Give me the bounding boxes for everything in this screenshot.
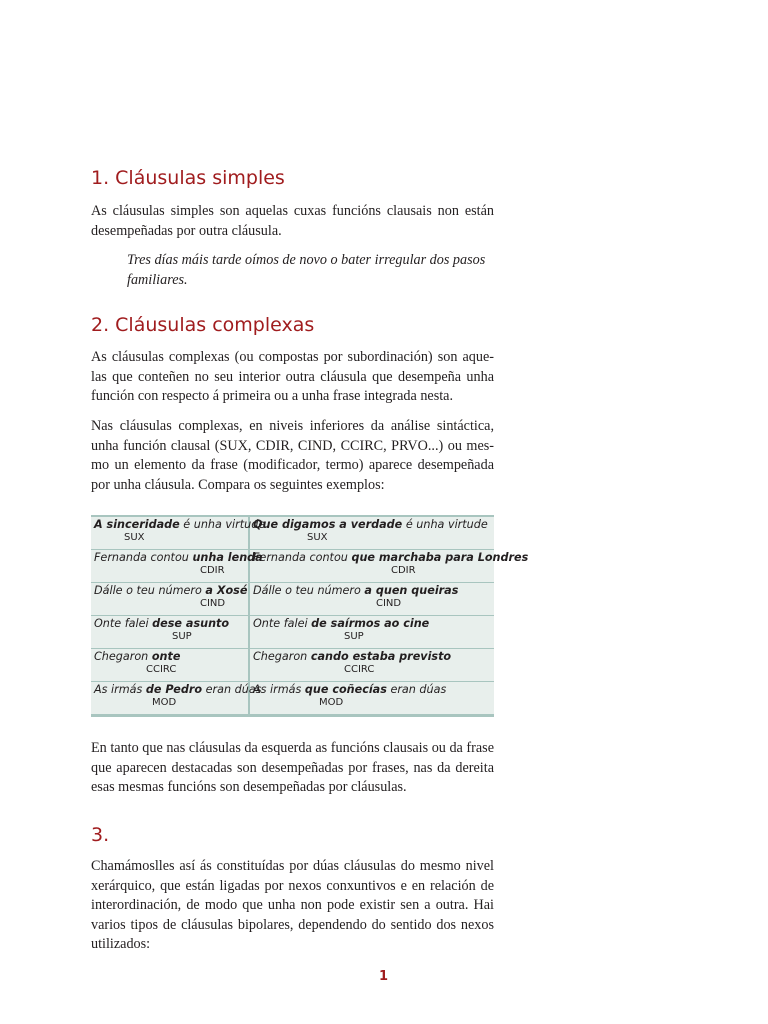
sentence-text: eran dúas bbox=[202, 683, 262, 696]
phrase-example-cell bbox=[91, 516, 266, 550]
function-label: MOD bbox=[152, 697, 177, 708]
page-number: 1 bbox=[379, 969, 389, 984]
clause-example-cell bbox=[249, 550, 529, 583]
sentence-text: Fernanda contou bbox=[94, 551, 193, 564]
table-row bbox=[91, 550, 494, 583]
table-row bbox=[91, 649, 494, 682]
examples-table bbox=[91, 515, 529, 717]
example-sentence bbox=[253, 518, 491, 532]
sentence-text: Dálle o teu número bbox=[94, 584, 206, 597]
paragraph-simple-clauses: As cláusulas simples son aquelas cuxas funcións clausais non están desempeñadas por outra cláusula. bbox=[91, 203, 494, 239]
highlighted-constituent: A sinceridade bbox=[94, 518, 180, 531]
highlighted-constituent: dese asunto bbox=[152, 617, 230, 630]
function-label: CCIRC bbox=[146, 664, 177, 675]
example-sentence bbox=[253, 650, 491, 664]
function-label: SUX bbox=[307, 532, 328, 543]
function-label: CDIR bbox=[200, 565, 225, 576]
clause-example-cell bbox=[249, 583, 494, 616]
sentence-text: Chegaron bbox=[253, 650, 311, 663]
highlighted-constituent: onte bbox=[151, 650, 181, 663]
example-sentence bbox=[94, 650, 245, 664]
clause-example-cell bbox=[249, 682, 494, 716]
paragraph-complex-clauses-3: En tanto que nas cláusulas da esquerda as funcións clausais ou da frase que aparecen destacadas son desempeñadas por frases, nas da dereita esas mesmas funcións son desempeñadas por cláusulas. bbox=[91, 740, 494, 796]
phrase-example-cell bbox=[91, 649, 249, 682]
section-heading-complex-clauses: 2. Cláusulas complexas bbox=[91, 314, 315, 336]
clause-example-cell bbox=[249, 649, 494, 682]
example-sentence bbox=[94, 518, 266, 532]
sentence-text: As irmás bbox=[253, 683, 305, 696]
example-sentence bbox=[253, 584, 491, 598]
sentence-text: Chegaron bbox=[94, 650, 152, 663]
example-sentence bbox=[253, 551, 529, 565]
example-line-1: Tres días máis tarde oímos de novo o bater irregular dos pasos bbox=[127, 252, 486, 268]
sentence-text: Onte falei bbox=[94, 617, 153, 630]
highlighted-constituent: Que digamos a verdade bbox=[253, 518, 403, 531]
sentence-text: eran dúas bbox=[386, 683, 447, 696]
function-label: SUP bbox=[344, 631, 364, 642]
function-label: CIND bbox=[376, 598, 402, 609]
highlighted-constituent: a Xosé bbox=[205, 584, 248, 597]
section-heading-simple-clauses: 1. Cláusulas simples bbox=[91, 167, 285, 189]
phrase-example-cell bbox=[91, 583, 249, 616]
function-label: MOD bbox=[319, 697, 344, 708]
function-label: SUP bbox=[172, 631, 192, 642]
sentence-text: é unha virtude bbox=[179, 518, 266, 531]
function-label: CDIR bbox=[391, 565, 416, 576]
example-sentence bbox=[94, 551, 263, 565]
example-sentence bbox=[94, 683, 262, 697]
clause-example-cell bbox=[249, 516, 494, 550]
highlighted-constituent: que marchaba para Londres bbox=[351, 551, 529, 564]
example-simple-clause bbox=[127, 251, 495, 290]
section-heading-3: 3. bbox=[91, 824, 110, 846]
paragraph-complex-clauses-1: As cláusulas complexas (ou compostas por subordinación) son aque-las que conteñen no seu interior outra cláusula que desempeña unha función con respecto á primeira ou a unha frase integrada nesta. bbox=[91, 349, 494, 405]
example-sentence bbox=[94, 617, 245, 631]
sentence-text: Fernanda contou bbox=[253, 551, 352, 564]
clause-example-cell bbox=[249, 616, 494, 649]
highlighted-constituent: que coñecías bbox=[304, 683, 387, 696]
example-sentence bbox=[253, 683, 491, 697]
example-sentence bbox=[94, 584, 248, 598]
phrase-example-cell bbox=[91, 550, 263, 583]
table-row bbox=[91, 516, 494, 550]
paragraph-bipolar-clauses: Chamámoslles así ás constituídas por dúas cláusulas do mesmo nivel xerárquico, que están ligadas por nexos conxuntivos e en relación de interordinación, de modo que unha non pode existir sen a outra. Hai varios tipos de cláusulas bipolares, dependendo do sentido dos nexos utilizados: bbox=[91, 858, 494, 953]
highlighted-constituent: a quen queiras bbox=[364, 584, 459, 597]
table-row bbox=[91, 616, 494, 649]
highlighted-constituent: de Pedro bbox=[145, 683, 203, 696]
example-sentence bbox=[253, 617, 491, 631]
function-label: SUX bbox=[124, 532, 145, 543]
example-line-2: familiares. bbox=[127, 271, 188, 288]
paragraph-complex-clauses-2: Nas cláusulas complexas, en niveis inferiores da análise sintáctica, unha función clausal (SUX, CDIR, CIND, CCIRC, PRVO...) ou mes-mo un elemento da frase (modificador, termo) aparece desempeñada por unha cláusula. Compara os seguintes exemplos: bbox=[91, 418, 494, 493]
sentence-text: é unha virtude bbox=[402, 518, 488, 531]
sentence-text: Dálle o teu número bbox=[253, 584, 365, 597]
highlighted-constituent: de saírmos ao cine bbox=[311, 617, 430, 630]
sentence-text: As irmás bbox=[94, 683, 146, 696]
function-label: CIND bbox=[200, 598, 226, 609]
function-label: CCIRC bbox=[344, 664, 375, 675]
table-row bbox=[91, 583, 494, 616]
phrase-example-cell bbox=[91, 616, 249, 649]
phrase-example-cell bbox=[91, 682, 262, 716]
highlighted-constituent: cando estaba previsto bbox=[310, 650, 452, 663]
table-row bbox=[91, 682, 494, 716]
highlighted-constituent: unha lenda bbox=[192, 551, 263, 564]
sentence-text: Onte falei bbox=[253, 617, 312, 630]
